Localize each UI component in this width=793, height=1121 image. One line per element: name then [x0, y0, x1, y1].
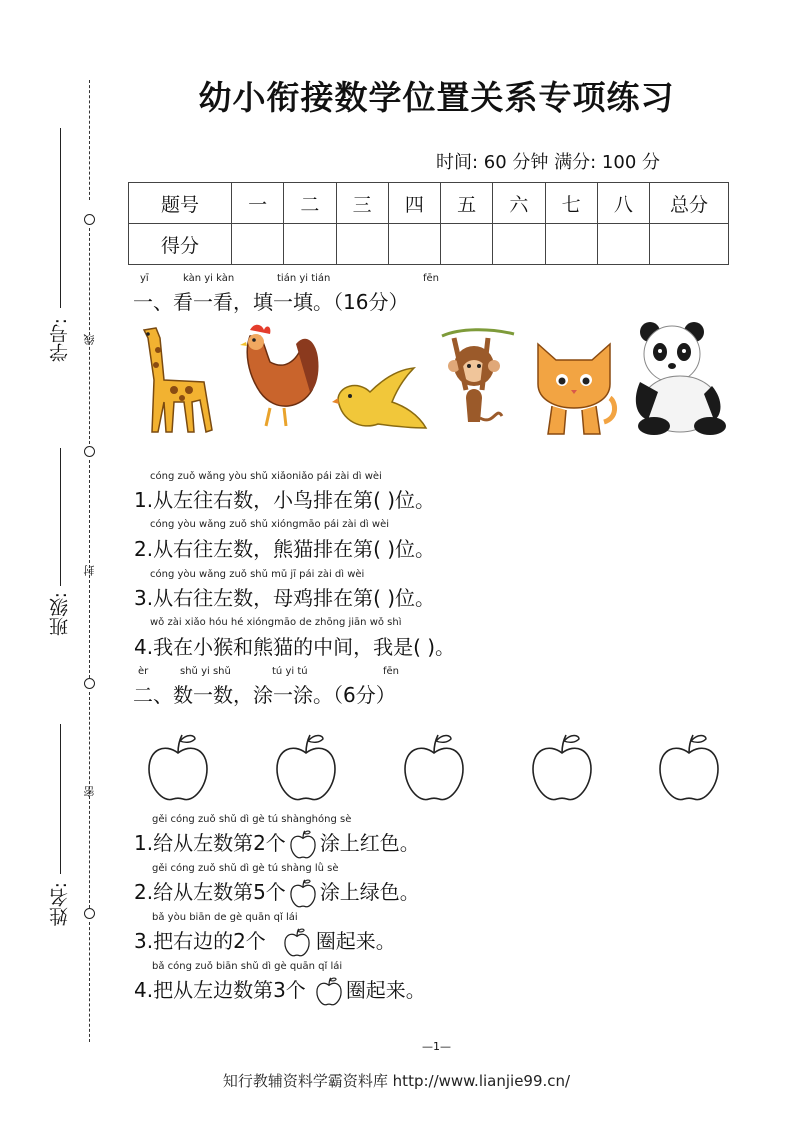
- section1-pinyin: fēn: [423, 273, 440, 284]
- section2-pinyin: èr: [138, 666, 149, 677]
- question-1-text: 1.给从左数第2个: [134, 831, 286, 855]
- score-cell[interactable]: [232, 224, 284, 265]
- score-cell[interactable]: [441, 224, 493, 265]
- question-2: [134, 876, 420, 909]
- binding-hole: [84, 214, 95, 225]
- score-cell[interactable]: [650, 224, 729, 265]
- cat-icon: [530, 338, 618, 438]
- apple-icon[interactable]: [531, 733, 593, 805]
- score-table: [128, 182, 729, 265]
- question-1: 1.从左往右数，小鸟排在第( )位。: [134, 488, 436, 512]
- monkey-icon: [440, 326, 516, 436]
- header-cell: 六: [493, 183, 545, 224]
- header-cell: 二: [284, 183, 336, 224]
- question-3-text: 3.把右边的2个: [134, 929, 266, 953]
- apple-icon: [284, 928, 310, 958]
- apple-icon: [290, 830, 316, 860]
- header-cell: 一: [232, 183, 284, 224]
- apple-icon[interactable]: [658, 733, 720, 805]
- bird-icon: [332, 366, 428, 442]
- apple-icon: [316, 977, 342, 1007]
- section2-pinyin: tú yi tú: [272, 666, 308, 677]
- question-pinyin: bǎ yòu biān de gè quān qǐ lái: [152, 912, 298, 923]
- margin-mark-mi: 密: [83, 786, 96, 797]
- header-cell: 题号: [129, 183, 232, 224]
- binding-hole: [84, 678, 95, 689]
- apple-icon[interactable]: [275, 733, 337, 805]
- score-table-score-row: [129, 224, 729, 265]
- score-cell[interactable]: [597, 224, 649, 265]
- rooster-icon: [236, 322, 320, 432]
- section1-pinyin: yī: [140, 273, 149, 284]
- section2-heading: 二、数一数，涂一涂。（6分）: [133, 683, 396, 707]
- student-id-label: 学号:: [49, 318, 71, 363]
- panda-icon: [630, 320, 728, 436]
- score-cell[interactable]: [545, 224, 597, 265]
- section2-pinyin: fēn: [383, 666, 400, 677]
- header-cell: 五: [441, 183, 493, 224]
- name-blank[interactable]: [60, 724, 61, 874]
- binding-dashed-line: [89, 922, 90, 1042]
- question-2: 2.从右往左数，熊猫排在第( )位。: [134, 537, 436, 561]
- header-cell: 八: [597, 183, 649, 224]
- question-pinyin: cóng yòu wǎng zuǒ shǔ mǔ jī pái zài dì wèi: [150, 569, 365, 580]
- page-title: 幼小衔接数学位置关系专项练习: [198, 78, 675, 117]
- margin-mark-feng: 封: [83, 565, 96, 576]
- score-cell[interactable]: [493, 224, 545, 265]
- header-cell: 七: [545, 183, 597, 224]
- question-pinyin: gěi cóng zuǒ shǔ dì gè tú shànghóng sè: [152, 814, 352, 825]
- question-pinyin: cóng yòu wǎng zuǒ shǔ xióngmāo pái zài dì wèi: [150, 519, 389, 530]
- section1-pinyin: kàn yi kàn: [183, 273, 235, 284]
- question-3: 3.从右往左数，母鸡排在第( )位。: [134, 586, 436, 610]
- time-info: 时间: 60 分钟 满分: 100 分: [436, 152, 660, 173]
- class-blank[interactable]: [60, 448, 61, 586]
- score-cell[interactable]: [388, 224, 440, 265]
- question-4-text: 4.把从左边数第3个: [134, 978, 306, 1002]
- header-cell: 总分: [650, 183, 729, 224]
- binding-hole: [84, 908, 95, 919]
- question-pinyin: cóng zuǒ wǎng yòu shǔ xiǎoniǎo pái zài dì wèi: [150, 471, 382, 482]
- section1-heading: 一、看一看，填一填。（16分）: [133, 290, 409, 314]
- binding-hole: [84, 446, 95, 457]
- apple-icon[interactable]: [403, 733, 465, 805]
- score-table-header-row: [129, 183, 729, 224]
- margin-mark-xian: 线: [83, 334, 96, 345]
- question-pinyin: gěi cóng zuǒ shǔ dì gè tú shàng lǜ sè: [152, 863, 339, 874]
- section2-pinyin: shǔ yi shǔ: [180, 666, 231, 677]
- page-number: —1—: [422, 1040, 451, 1053]
- question-1-suffix: 涂上红色。: [319, 831, 420, 855]
- question-2-suffix: 涂上绿色。: [319, 880, 420, 904]
- question-3: [134, 925, 396, 958]
- giraffe-icon: [134, 320, 220, 438]
- section1-pinyin: tián yi tián: [277, 273, 331, 284]
- question-2-text: 2.给从左数第5个: [134, 880, 286, 904]
- question-1: [134, 827, 420, 860]
- apple-icon[interactable]: [147, 733, 209, 805]
- question-4-suffix: 圈起来。: [345, 978, 426, 1002]
- class-label: 班级:: [49, 592, 71, 637]
- binding-dashed-line: [89, 692, 90, 908]
- apple-icon: [290, 879, 316, 909]
- question-4: [134, 974, 426, 1007]
- score-row-label: 得分: [129, 224, 232, 265]
- score-cell[interactable]: [336, 224, 388, 265]
- footer-text: 知行教辅资料学霸资料库 http://www.lianjie99.cn/: [222, 1072, 571, 1090]
- name-label: 姓名:: [49, 882, 71, 927]
- question-pinyin: bǎ cóng zuǒ biān shǔ dì gè quān qǐ lái: [152, 961, 343, 972]
- header-cell: 四: [388, 183, 440, 224]
- student-id-blank[interactable]: [60, 128, 61, 308]
- question-4: 4.我在小猴和熊猫的中间，我是( )。: [134, 635, 456, 659]
- question-3-suffix: 圈起来。: [315, 929, 396, 953]
- header-cell: 三: [336, 183, 388, 224]
- question-pinyin: wǒ zài xiǎo hóu hé xióngmāo de zhōng jiān wǒ shì: [150, 617, 402, 628]
- score-cell[interactable]: [284, 224, 336, 265]
